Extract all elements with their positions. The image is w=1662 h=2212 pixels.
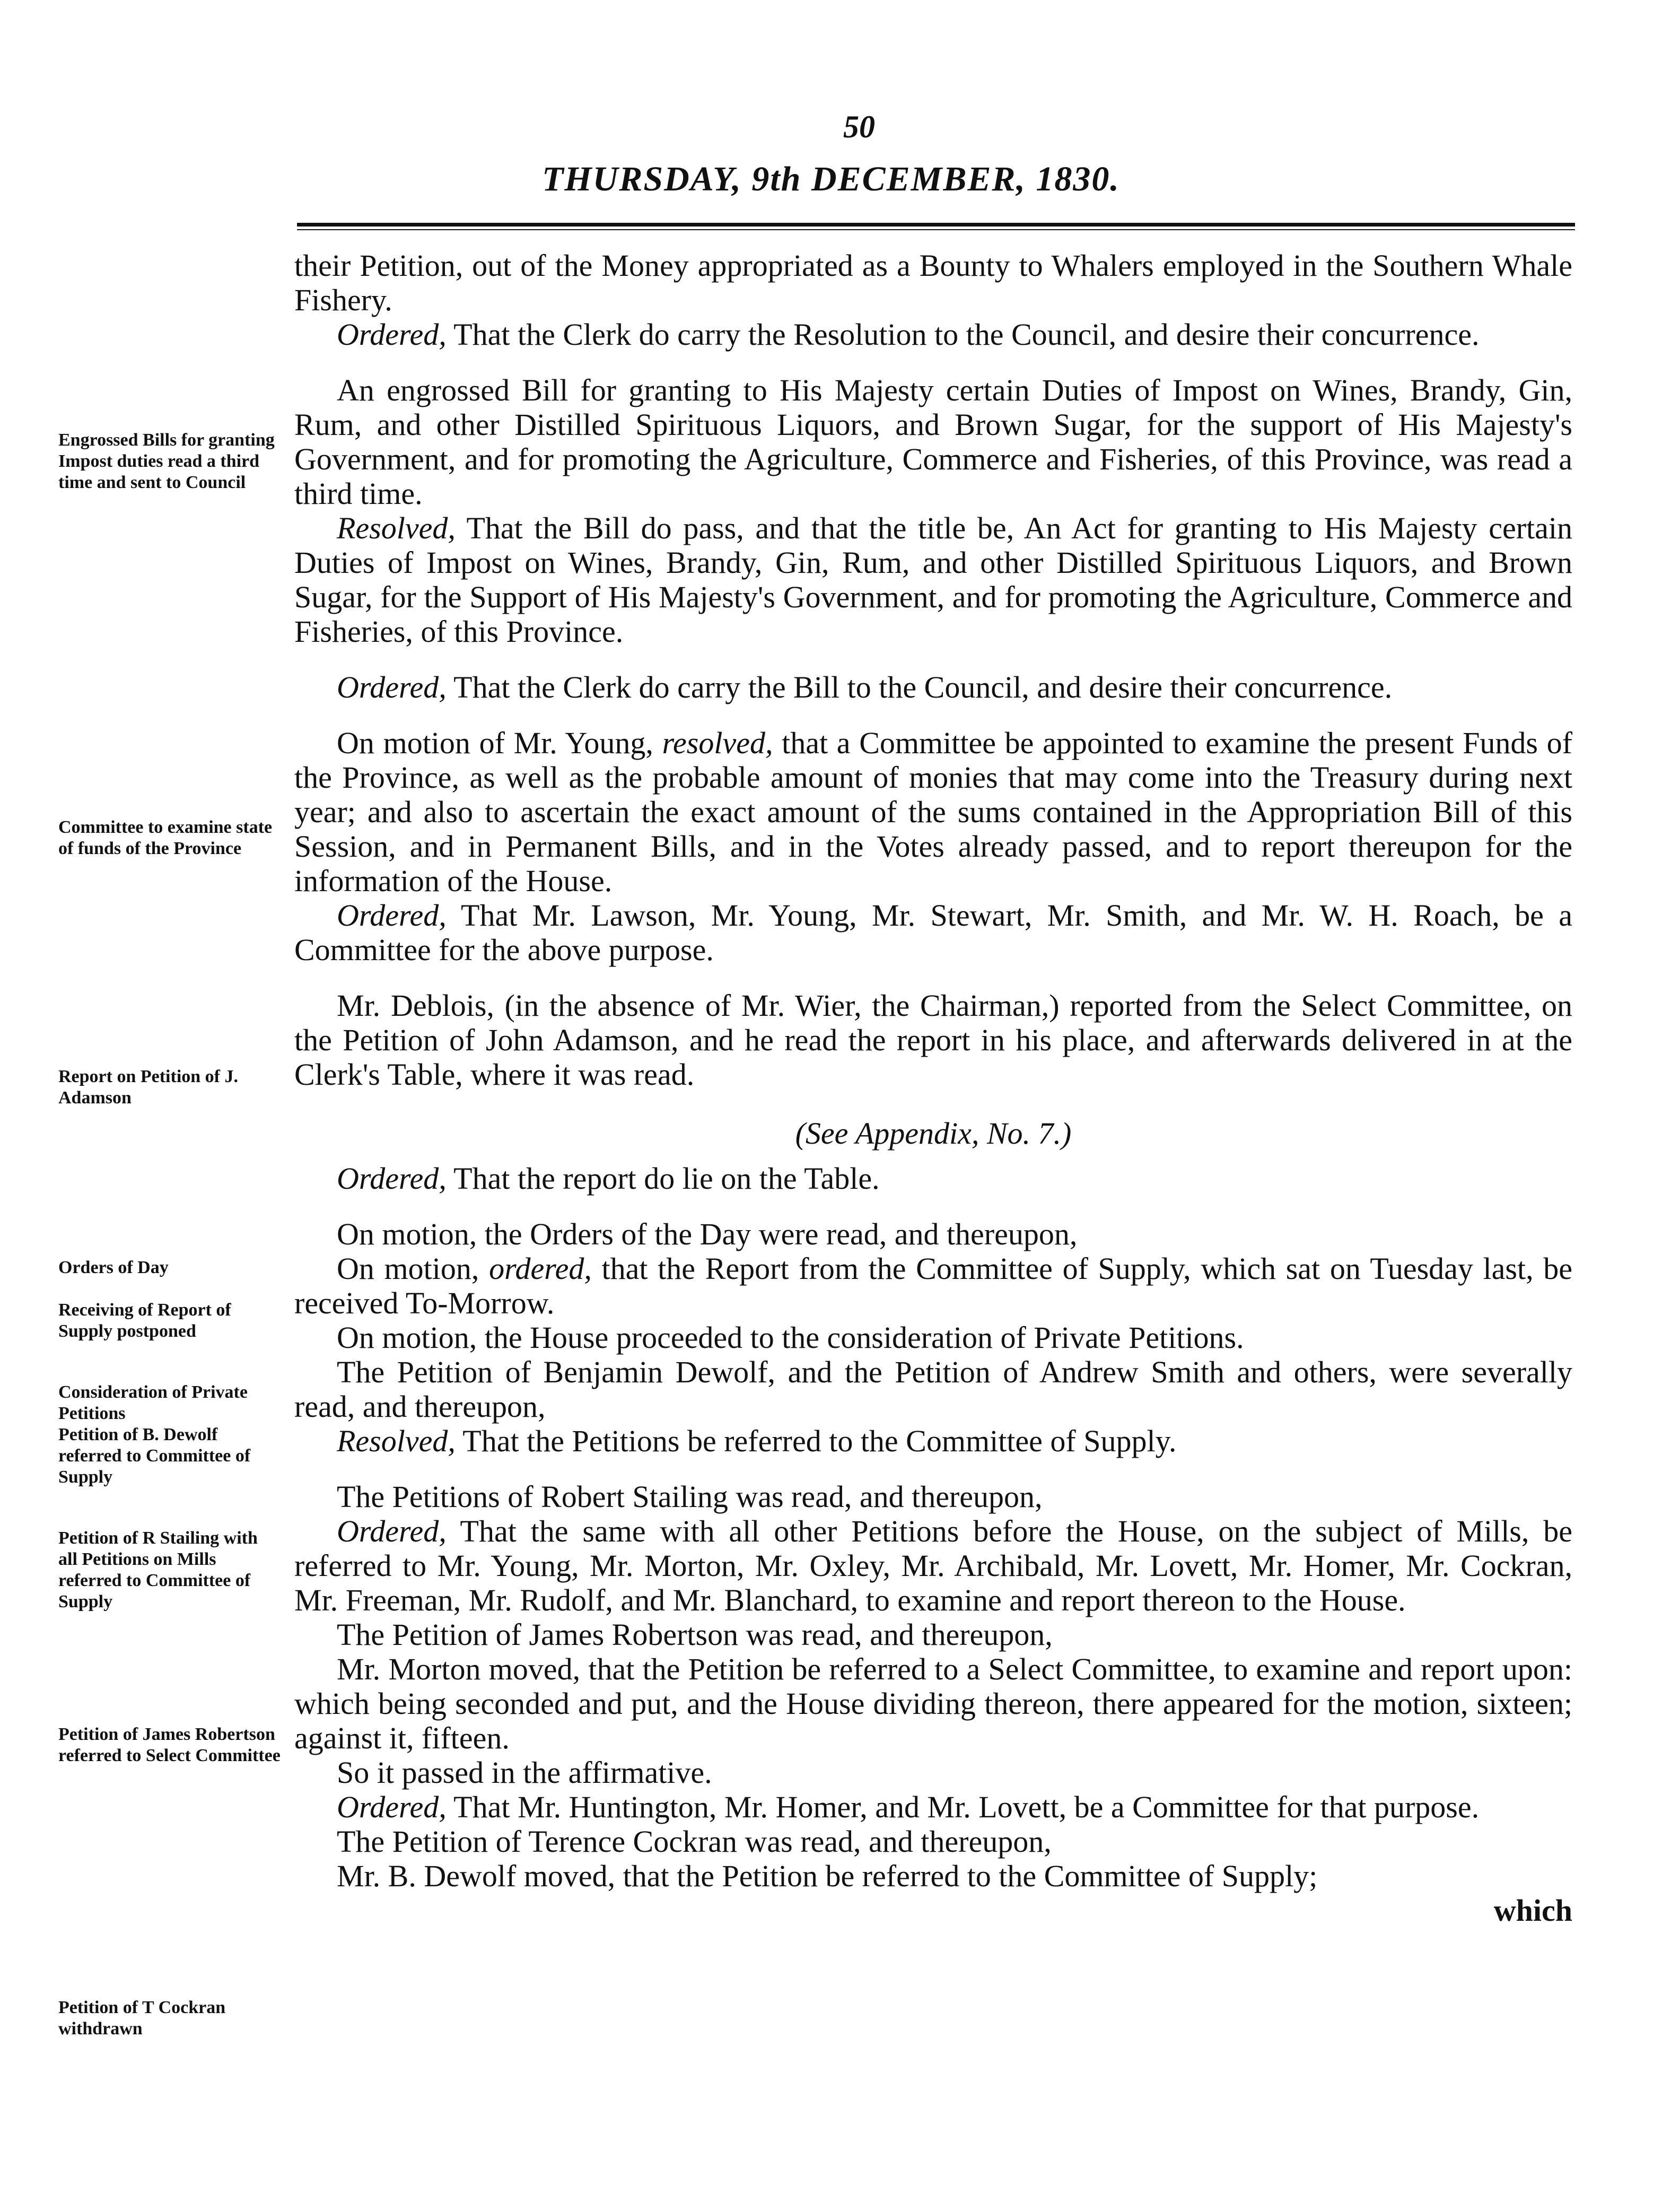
header-rule: [297, 223, 1575, 230]
lead-word: Ordered,: [337, 317, 447, 352]
margin-note-private-petitions: Consideration of Private Petitions: [58, 1382, 248, 1423]
lead-word: Resolved,: [337, 511, 456, 545]
lead-word: resolved,: [662, 726, 773, 760]
paragraph: On motion, the Orders of the Day were read, and thereupon,: [337, 1217, 1078, 1251]
paragraph: The Petition of Terence Cockran was read, and thereupon,: [337, 1824, 1052, 1859]
paragraph: On motion, the House proceeded to the consideration of Private Petitions.: [337, 1320, 1244, 1355]
lead-word: Resolved,: [337, 1424, 456, 1458]
margin-note-engrossed-bills: Engrossed Bills for granting Impost duties read a third time and sent to Council: [58, 430, 275, 492]
paragraph: Mr. Deblois, (in the absence of Mr. Wier, the Chairman,) reported from the Select Committee, on the Petition of John Adamson, and he read the report in his place, and afterwards delivered in at the Clerk's Table, where it was read.: [294, 988, 1572, 1092]
paragraph: The Petition of Benjamin Dewolf, and the Petition of Andrew Smith and others, were severally read, and thereupon,: [294, 1355, 1572, 1424]
journal-body: [294, 248, 1572, 1928]
lead-word: Ordered,: [337, 1790, 447, 1824]
paragraph: [294, 898, 1572, 967]
paragraph-text: Mr. B. Dewolf moved, that the Petition be referred to the Committee of Supply;: [337, 1859, 1318, 1893]
paragraph-text: That Mr. Huntington, Mr. Homer, and Mr. Lovett, be a Committee for that purpose.: [446, 1790, 1480, 1824]
paragraph: So it passed in the affirmative.: [337, 1755, 712, 1790]
paragraph-text: That the Petitions be referred to the Committee of Supply.: [455, 1424, 1177, 1458]
margin-note-stailing-petition: Petition of R Stailing with all Petitions on Mills referred to Committee of Supply: [58, 1528, 258, 1612]
paragraph-text: That the report do lie on the Table.: [446, 1161, 880, 1196]
paragraph: An engrossed Bill for granting to His Majesty certain Duties of Impost on Wines, Brandy, Gin, Rum, and other Distilled Spirituous Liquors, and Brown Sugar, for the support of His Majesty's Government, and for promoting the Agriculture, Commerce and Fisheries, of this Province, was read a third time.: [294, 373, 1572, 511]
paragraph: [294, 670, 1572, 704]
margin-note-robertson-petition: Petition of James Robertson referred to Select Committee: [58, 1725, 281, 1765]
paragraph-text: That Mr. Lawson, Mr. Young, Mr. Stewart, Mr. Smith, and Mr. W. H. Roach, be a Committee for the above purpose.: [294, 898, 1572, 967]
paragraph: [294, 726, 1572, 898]
paragraph-text: That the Clerk do carry the Bill to the Council, and desire their concurrence.: [446, 670, 1393, 704]
appendix-reference: (See Appendix, No. 7.): [795, 1116, 1072, 1151]
margin-note-supply-postponed: Receiving of Report of Supply postponed: [58, 1300, 231, 1341]
paragraph: [294, 1859, 1572, 1928]
lead-word: Ordered,: [337, 898, 447, 933]
paragraph: their Petition, out of the Money appropriated as a Bounty to Whalers employed in the Southern Whale Fishery.: [294, 248, 1572, 317]
paragraph-text: That the Bill do pass, and that the title be, An Act for granting to His Majesty certain Duties of Impost on Wines, Brandy, Gin, Rum, and other Distilled Spirituous Liquors, and Brown Sugar, for the Support of His Majesty's Government, and for promoting the Agriculture, Commerce and Fisheries, of this Province.: [294, 511, 1572, 649]
paragraph: [294, 1424, 1572, 1458]
margin-note-cockran-withdrawn: Petition of T Cockran withdrawn: [58, 1998, 226, 2039]
paragraph: [294, 511, 1572, 649]
paragraph-text: that a Committee be appointed to examine the present Funds of the Province, as well as the probable amount of monies that may come into the Treasury during next year; and also to ascertain the exact amount of the sums contained in the Appropriation Bill of this Session, and in Permanent Bills, and in the Votes already passed, and to report thereupon for the information of the House.: [294, 726, 1573, 898]
paragraph-text: that the Report from the Committee of Supply, which sat on Tuesday last, be received To-Morrow.: [294, 1251, 1572, 1320]
margin-note-adamson-report: Report on Petition of J. Adamson: [58, 1067, 239, 1108]
paragraph: [294, 317, 1572, 352]
margin-note-committee-funds: Committee to examine state of funds of the Province: [58, 817, 273, 858]
paragraph: [294, 1790, 1572, 1824]
paragraph: [294, 1251, 1572, 1320]
running-head: THURSDAY, 9th DECEMBER, 1830.: [542, 160, 1120, 198]
paragraph-text: On motion,: [337, 1251, 489, 1286]
catchword: which: [1493, 1893, 1572, 1928]
lead-word: ordered,: [489, 1251, 592, 1286]
paragraph: [294, 1161, 1572, 1196]
paragraph-text: That the same with all other Petitions before the House, on the subject of Mills, be referred to Mr. Young, Mr. Morton, Mr. Oxley, Mr. Archibald, Mr. Lovett, Mr. Homer, Mr. Cockran, Mr. Freeman, Mr. Rudolf, and Mr. Blanchard, to examine and report thereon to the House.: [294, 1514, 1572, 1617]
lead-word: Ordered,: [337, 670, 447, 704]
paragraph: The Petition of James Robertson was read, and thereupon,: [337, 1617, 1053, 1652]
paragraph-text: On motion of Mr. Young,: [337, 726, 662, 760]
paragraph: Mr. Morton moved, that the Petition be referred to a Select Committee, to examine and report upon: which being seconded and put, and the House dividing thereon, there appeared for the motion, sixteen; against it, fifteen.: [294, 1652, 1572, 1755]
lead-word: Ordered,: [337, 1514, 447, 1548]
paragraph-text: That the Clerk do carry the Resolution to the Council, and desire their concurrence.: [446, 317, 1480, 352]
margin-note-dewolf-petition: Petition of B. Dewolf referred to Committee of Supply: [58, 1425, 251, 1487]
paragraph: [294, 1514, 1572, 1617]
lead-word: Ordered,: [337, 1161, 447, 1196]
page-number: 50: [843, 109, 875, 144]
paragraph: The Petitions of Robert Stailing was read, and thereupon,: [337, 1479, 1043, 1514]
margin-note-orders-of-day: Orders of Day: [58, 1258, 169, 1277]
